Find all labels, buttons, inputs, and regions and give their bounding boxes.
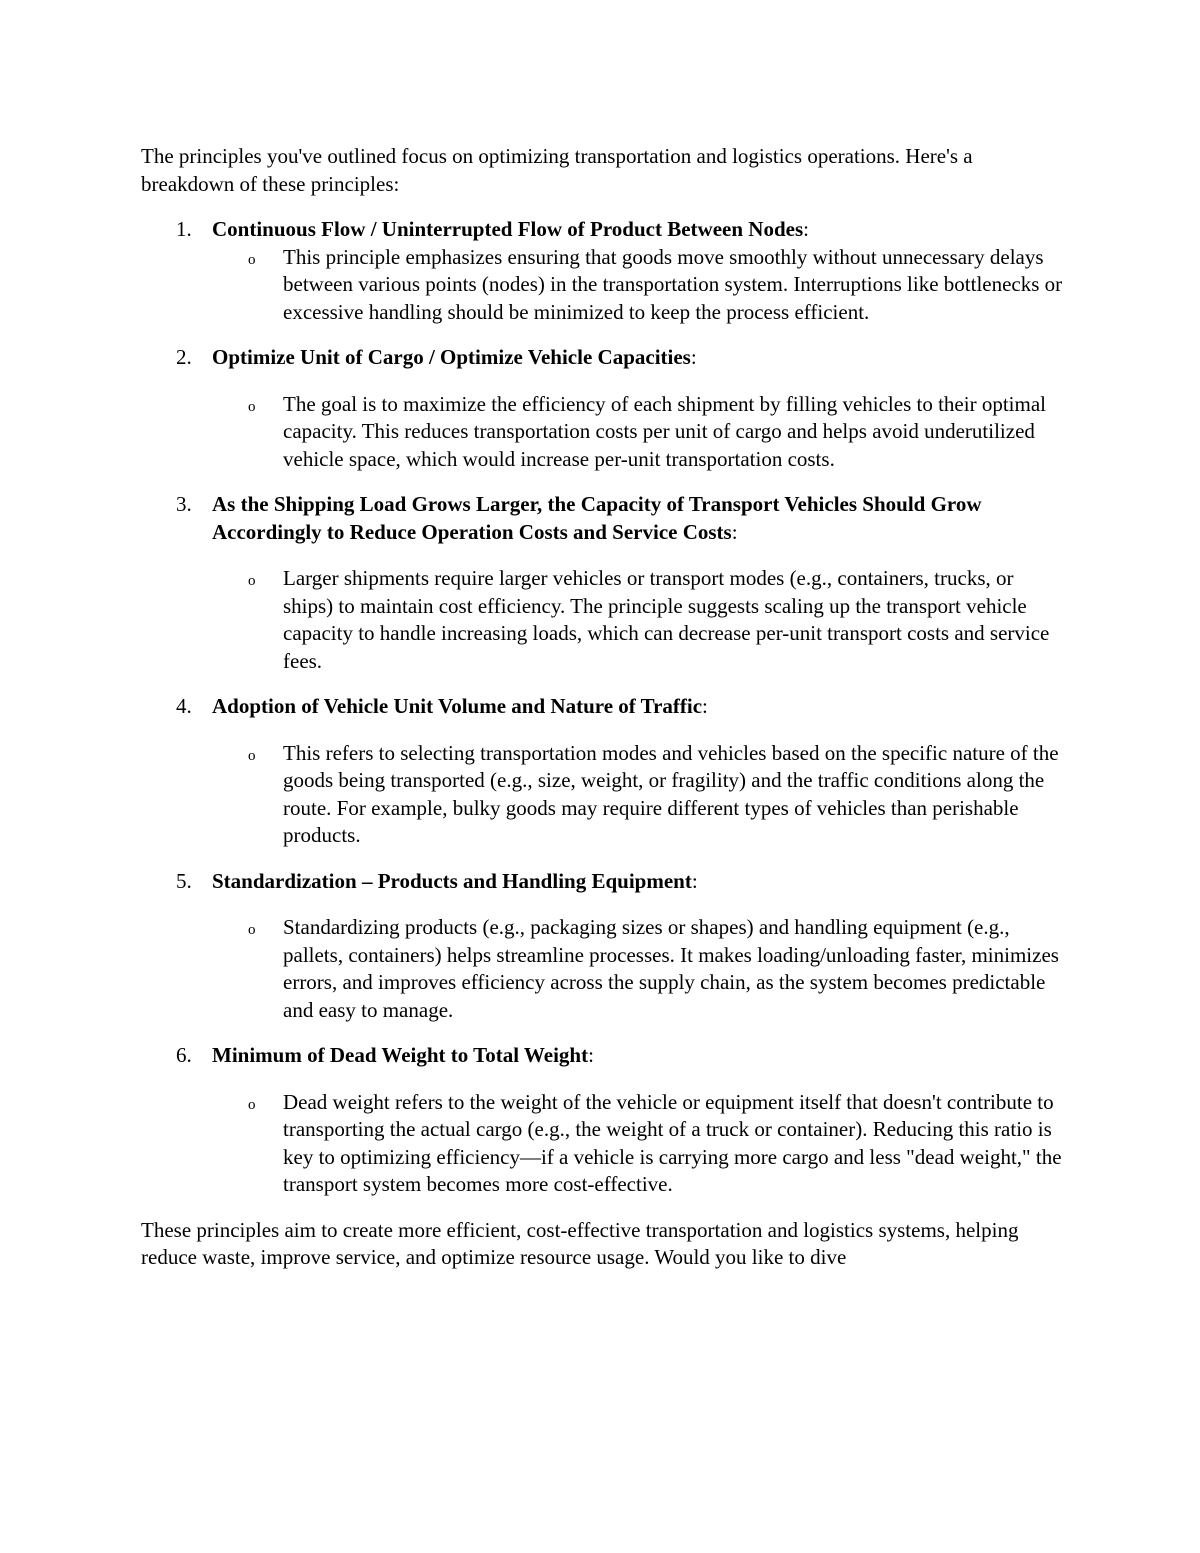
item-title: As the Shipping Load Grows Larger, the Capacity of Transport Vehicles Should Grow Accordingly to Reduce Operation Costs and Service Costs: [212, 492, 982, 544]
item-body: This principle emphasizes ensuring that goods move smoothly without unnecessary delays between various points (nodes) in the transportation system. Interruptions like bottlenecks or excessive handling should be minimized to keep the process efficient.: [283, 244, 1063, 324]
item-title: Continuous Flow / Uninterrupted Flow of Product Between Nodes: [212, 217, 804, 241]
item-number: 2.: [176, 345, 192, 369]
item-suffix: :: [588, 1043, 594, 1067]
item-suffix: :: [731, 519, 738, 544]
item-title: Adoption of Vehicle Unit Volume and Nature of Traffic: [212, 694, 703, 718]
list-item: [141, 1042, 1066, 1199]
item-description: [212, 244, 1066, 327]
list-item: [141, 216, 1066, 326]
item-body: Standardizing products (e.g., packaging sizes or shapes) and handling equipment (e.g., pallets, containers) helps streamline processes. It makes loading/unloading faster, minimizes errors, and improves efficiency across the supply chain, as the system becomes predictable and easy to manage.: [283, 915, 1059, 1022]
item-suffix: :: [690, 345, 697, 369]
conclusion-paragraph: These principles aim to create more efficient, cost-effective transportation and logistics systems, helping reduce waste, improve service, and optimize resource usage. Would you like to dive: [141, 1217, 1019, 1269]
sub-bullet-icon: o: [248, 398, 256, 415]
item-description: [212, 391, 1066, 474]
item-title: Minimum of Dead Weight to Total Weight: [212, 1043, 589, 1067]
item-description: [212, 565, 1066, 675]
sub-bullet-icon: o: [248, 1096, 256, 1113]
item-body: The goal is to maximize the efficiency of each shipment by filling vehicles to their optimal capacity. This reduces transportation costs per unit of cargo and helps avoid underutilized vehicle space, which would increase per-unit transportation costs.: [283, 391, 1046, 471]
item-body: This refers to selecting transportation modes and vehicles based on the specific nature of the goods being transported (e.g., size, weight, or fragility) and the traffic conditions along the route. For example, bulky goods may require different types of vehicles than perishable products.: [283, 740, 1059, 847]
list-item: [141, 344, 1066, 473]
item-description: [212, 914, 1066, 1024]
principles-list: [141, 216, 1066, 1199]
item-body: Dead weight refers to the weight of the vehicle or equipment itself that doesn't contribute to transporting the actual cargo (e.g., the weight of a truck or container). Reducing this ratio is key to optimizing efficiency—if a vehicle is carrying more cargo and less "dead weight," the transport system becomes more cost-effective.: [283, 1089, 1062, 1196]
item-description: [212, 740, 1066, 850]
item-heading: [212, 344, 1066, 372]
sub-bullet-icon: o: [248, 573, 256, 589]
item-heading: [212, 216, 1066, 244]
item-body: Larger shipments require larger vehicles or transport modes (e.g., containers, trucks, or ships) to maintain cost efficiency. The principle suggests scaling up the transport vehicle capacity to handle increasing loads, which can decrease per-unit transport costs and service fees.: [283, 566, 1050, 673]
item-description: [212, 1089, 1066, 1199]
item-title: Optimize Unit of Cargo / Optimize Vehicle Capacities: [212, 345, 691, 369]
item-number: 6.: [176, 1043, 192, 1067]
item-heading: [212, 491, 1066, 546]
sub-bullet-icon: o: [248, 251, 256, 268]
list-item: [141, 491, 1066, 675]
item-suffix: :: [803, 217, 809, 241]
document-body: [141, 143, 1066, 1272]
sub-bullet-icon: o: [248, 747, 256, 764]
item-number: 4.: [176, 694, 192, 718]
item-heading: [212, 868, 1066, 896]
list-item: [141, 868, 1066, 1025]
item-number: 5.: [176, 868, 192, 893]
item-title: Standardization – Products and Handling Equipment: [212, 868, 692, 893]
list-item: [141, 693, 1066, 850]
intro-paragraph: The principles you've outlined focus on optimizing transportation and logistics operations. Here's a breakdown of these principles:: [141, 144, 973, 196]
item-suffix: :: [691, 868, 698, 893]
sub-bullet-icon: o: [248, 922, 256, 938]
item-heading: [212, 693, 1066, 721]
item-number: 3.: [176, 492, 192, 516]
item-heading: [212, 1042, 1066, 1070]
item-number: 1.: [176, 217, 192, 241]
item-suffix: :: [702, 694, 708, 718]
